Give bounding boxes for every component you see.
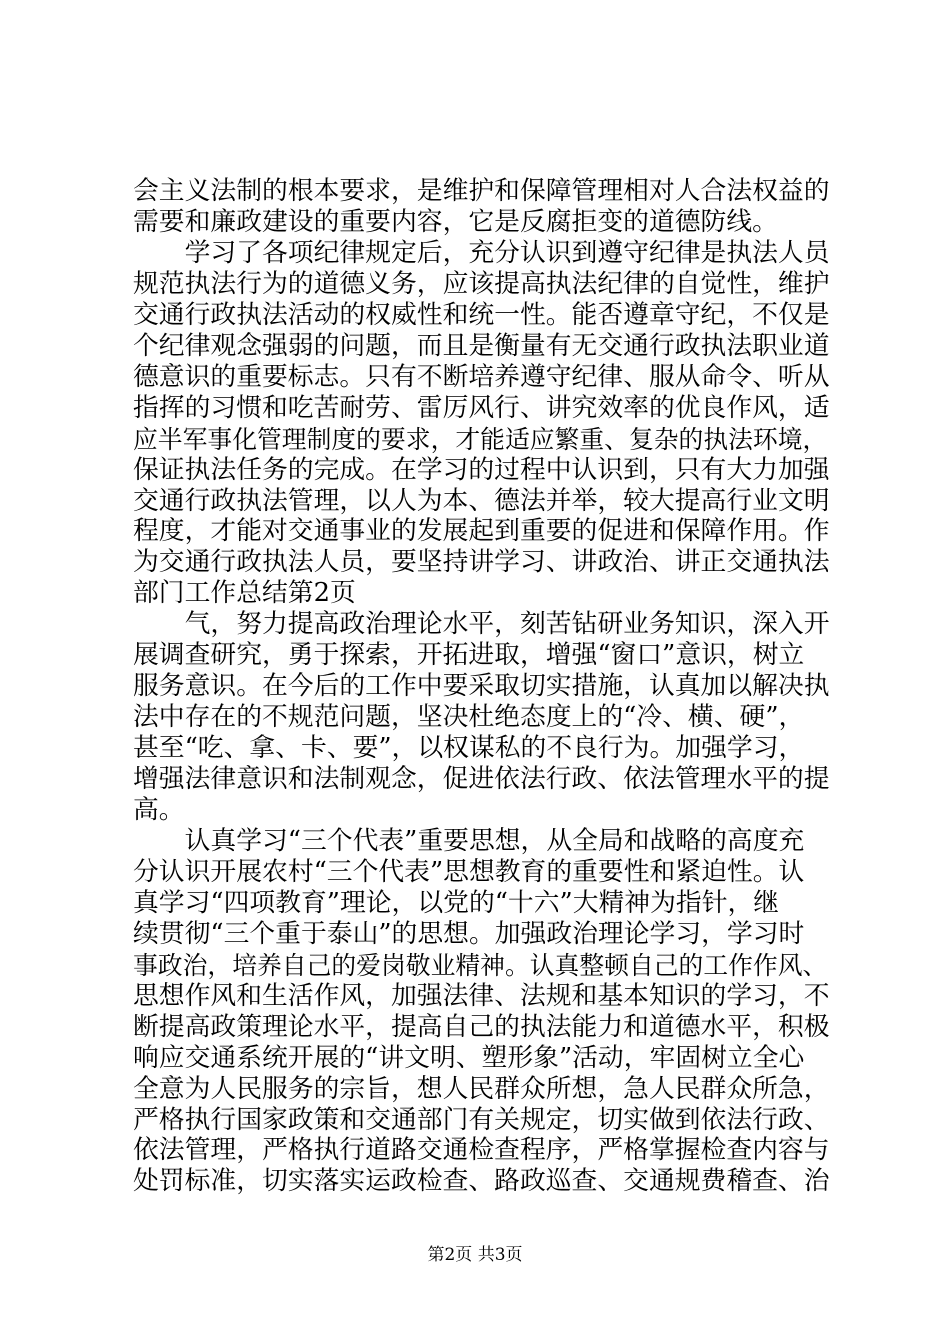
- body-text-line: 应半军事化管理制度的要求，才能适应繁重、复杂的执法环境，: [133, 425, 828, 454]
- body-text-line: 交通行政执法管理，以人为本、德法并举，较大提高行业文明: [133, 486, 830, 516]
- body-text-line: 会主义法制的根本要求，是维护和保障管理相对人合法权益的: [133, 176, 830, 206]
- body-text-line: 处罚标准，切实落实运政检查、路政巡查、交通规费稽查、治: [133, 1166, 830, 1196]
- body-text-line: 依法管理，严格执行道路交通检查程序，严格掌握检查内容与: [133, 1135, 830, 1165]
- body-text-line: 个纪律观念强弱的问题，而且是衡量有无交通行政执法职业道: [133, 331, 830, 361]
- body-text-line: 服务意识。在今后的工作中要采取切实措施，认真加以解决执: [133, 671, 830, 701]
- body-text-line: 德意识的重要标志。只有不断培养遵守纪律、服从命令、听从: [133, 362, 830, 392]
- body-text-line: 法中存在的不规范问题，坚决杜绝态度上的“冷、横、硬”，: [133, 702, 805, 732]
- body-text-line: 续贯彻“三个重于泰山”的思想。加强政治理论学习，学习时: [133, 919, 805, 949]
- body-text-line: 响应交通系统开展的“讲文明、塑形象”活动，牢固树立全心: [133, 1043, 805, 1073]
- body-text-line: 断提高政策理论水平，提高自己的执法能力和道德水平，积极: [133, 1012, 830, 1042]
- body-text-line: 甚至“吃、拿、卡、要”，以权谋私的不良行为。加强学习，: [133, 733, 805, 763]
- paragraph-start-line: 学习了各项纪律规定后，充分认识到遵守纪律是执法人员: [133, 238, 830, 268]
- body-text-line: 为交通行政执法人员，要坚持讲学习、讲政治、讲正交通执法: [133, 547, 830, 577]
- body-text-line: 真学习“四项教育”理论，以党的“十六”大精神为指针，继: [133, 888, 780, 918]
- body-text-line: 思想作风和生活作风，加强法律、法规和基本知识的学习，不: [133, 981, 830, 1011]
- body-text-line: 指挥的习惯和吃苦耐劳、雷厉风行、讲究效率的优良作风，适: [133, 393, 830, 423]
- body-text-line: 全意为人民服务的宗旨，想人民群众所想，急人民群众所急，: [133, 1074, 830, 1104]
- body-text-line: 分认识开展农村“三个代表”思想教育的重要性和紧迫性。认: [133, 857, 805, 887]
- body-text-line: 展调查研究，勇于探索，开拓进取，增强“窗口”意识，树立: [133, 640, 805, 670]
- body-text-line: 增强法律意识和法制观念，促进依法行政、依法管理水平的提: [133, 764, 830, 794]
- paragraph-start-line: 认真学习“三个代表”重要思想，从全局和战略的高度充: [133, 826, 805, 856]
- paragraph-start-line: 气，努力提高政治理论水平，刻苦钻研业务知识，深入开: [133, 609, 830, 639]
- body-text-line: 需要和廉政建设的重要内容，它是反腐拒变的道德防线。: [133, 207, 778, 237]
- body-text-line: 交通行政执法活动的权威性和统一性。能否遵章守纪，不仅是: [133, 300, 830, 330]
- body-text-line: 严格执行国家政策和交通部门有关规定，切实做到依法行政、: [133, 1105, 830, 1135]
- body-text-line: 事政治，培养自己的爱岗敬业精神。认真整顿自己的工作作风、: [133, 951, 828, 980]
- body-text-line: 高。: [133, 795, 185, 825]
- body-text-line: 规范执法行为的道德义务，应该提高执法纪律的自觉性，维护: [133, 269, 830, 299]
- body-text-line: 部门工作总结第2页: [133, 578, 356, 608]
- body-text-line: 程度，才能对交通事业的发展起到重要的促进和保障作用。作: [133, 516, 830, 546]
- page-footer: 第2页 共3页: [427, 1245, 523, 1265]
- body-text-line: 保证执法任务的完成。在学习的过程中认识到，只有大力加强: [133, 455, 830, 485]
